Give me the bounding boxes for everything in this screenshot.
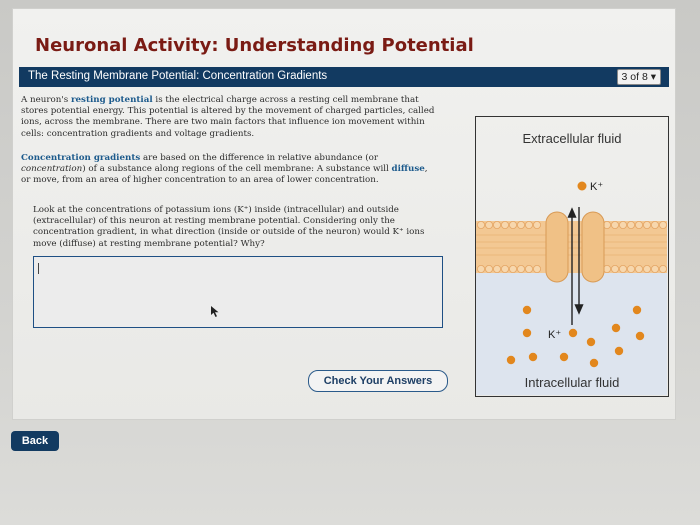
section-subtitle: The Resting Membrane Potential: Concentration Gradients: [28, 70, 328, 82]
gradient-text-end: , or move, from an area of higher concentration to an area of lower concentration.: [21, 164, 428, 186]
ion-label-outside: K⁺: [590, 181, 604, 193]
answer-input[interactable]: [33, 256, 443, 328]
term-resting-potential: resting potential: [70, 95, 153, 105]
check-answers-button[interactable]: Check Your Answers: [308, 370, 448, 392]
ion-label-inside: K⁺: [548, 329, 562, 341]
gradient-text: are based on the difference in relative abundance (or: [140, 153, 379, 163]
question-text: Look at the concentrations of potassium ions (K⁺) inside (intracellular) and outside (extracellular) of this neuron at resting membrane potential. Considering only the concentration gradient, in what direction (inside or outside of the neuron) would K⁺ ions move (diffuse) at resting membrane potential? Why?: [33, 205, 425, 249]
intracellular-label: Intracellular fluid: [524, 375, 620, 390]
back-button[interactable]: Back: [11, 431, 59, 451]
term-concentration-gradients: Concentration gradients: [21, 153, 141, 163]
page-indicator: 3 of 8: [621, 71, 648, 83]
intro-text-cont: is the electrical charge across a resting cell membrane that stores potential energy. This potential is altered by the movement of charged particles, called ions, across the membrane. There are two main factors that influence ion movement within cells: concentration gradients and voltage gradients.: [21, 95, 435, 139]
ion-diagram: [475, 116, 669, 397]
term-diffuse: diffuse: [391, 164, 425, 175]
mouse-pointer-icon: [211, 306, 221, 318]
potassium-ion-outside: [578, 182, 587, 191]
membrane-illustration: [476, 117, 667, 395]
term-concentration: concentration: [21, 164, 83, 175]
gradient-text-cont: ) of a substance along regions of the cell membrane: A substance will: [82, 164, 392, 175]
gradient-paragraph: [21, 153, 437, 187]
page-title: Neuronal Activity: Understanding Potential: [35, 35, 474, 56]
chevron-down-icon: ▾: [650, 71, 656, 83]
page-selector[interactable]: [617, 69, 661, 85]
extracellular-label: Extracellular fluid: [522, 131, 622, 146]
section-header-bar: [19, 67, 669, 87]
text-caret: [38, 263, 39, 274]
intro-paragraph: [21, 95, 437, 140]
intro-text: A neuron's: [21, 95, 71, 105]
activity-page: [12, 8, 676, 420]
